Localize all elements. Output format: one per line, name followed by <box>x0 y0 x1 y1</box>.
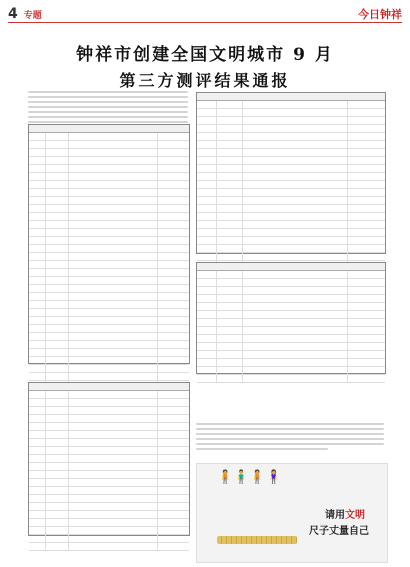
table-caption <box>29 125 189 133</box>
table-row <box>197 221 385 229</box>
table-row <box>29 333 189 341</box>
table-row <box>29 463 189 471</box>
table-row <box>197 335 385 343</box>
table-row <box>197 311 385 319</box>
table-row <box>29 471 189 479</box>
table-row <box>29 269 189 277</box>
table-row <box>29 455 189 463</box>
table-row <box>29 357 189 365</box>
table-row <box>197 165 385 173</box>
table-row <box>29 535 189 543</box>
masthead-logo: 今日钟祥 <box>358 8 402 21</box>
table-row <box>29 237 189 245</box>
table-row <box>29 309 189 317</box>
table-row <box>197 117 385 125</box>
table-row <box>29 349 189 357</box>
table-row <box>197 327 385 335</box>
table-row <box>29 503 189 511</box>
table-row <box>197 237 385 245</box>
table-row <box>29 479 189 487</box>
table-row <box>197 173 385 181</box>
table-row <box>29 261 189 269</box>
table-row <box>29 133 189 141</box>
table-row <box>29 447 189 455</box>
table-row <box>197 279 385 287</box>
table-row <box>197 213 385 221</box>
table-row <box>197 271 385 279</box>
ad-slogan-line1 <box>325 506 365 521</box>
table-row <box>29 365 189 373</box>
ad-slogan-line2: 尺子丈量自己 <box>309 526 369 537</box>
table-row <box>29 415 189 423</box>
table-row <box>29 141 189 149</box>
ad-slogan-prefix: 请用 <box>325 510 345 521</box>
ad-slogan-accent: 文明 <box>345 510 365 521</box>
table-caption <box>197 93 385 101</box>
table-row <box>29 487 189 495</box>
table-row <box>29 205 189 213</box>
table-row <box>29 373 189 381</box>
table-row <box>197 205 385 213</box>
table-row <box>29 189 189 197</box>
table-row <box>197 189 385 197</box>
measuring-tape-icon <box>217 536 297 544</box>
section-label: 专题 <box>23 10 42 21</box>
civility-advertisement <box>196 463 388 563</box>
table-row <box>197 101 385 109</box>
table-row <box>197 319 385 327</box>
table-row <box>29 149 189 157</box>
page-header <box>8 6 402 23</box>
table-row <box>29 399 189 407</box>
table-row <box>197 359 385 367</box>
table-caption <box>197 263 385 271</box>
table-row <box>29 245 189 253</box>
table-row <box>197 109 385 117</box>
table-row <box>29 301 189 309</box>
table-row <box>197 343 385 351</box>
table-row <box>29 173 189 181</box>
table-row <box>29 495 189 503</box>
table-row <box>197 351 385 359</box>
table-row <box>29 229 189 237</box>
table-row <box>29 181 189 189</box>
table-row <box>29 527 189 535</box>
table-row <box>29 519 189 527</box>
table-row <box>197 197 385 205</box>
table-row <box>29 213 189 221</box>
table-row <box>29 341 189 349</box>
table-row <box>197 141 385 149</box>
table-row <box>29 221 189 229</box>
ranking-table-2 <box>28 382 190 536</box>
table-row <box>29 253 189 261</box>
table-row <box>197 229 385 237</box>
table-row <box>29 285 189 293</box>
table-row <box>197 375 385 383</box>
table-row <box>29 165 189 173</box>
table-row <box>197 287 385 295</box>
table-row <box>29 511 189 519</box>
table-row <box>197 253 385 261</box>
table-row <box>29 293 189 301</box>
table-row <box>29 423 189 431</box>
headline <box>0 40 410 91</box>
table-row <box>29 391 189 399</box>
ranking-table-4 <box>196 262 386 374</box>
table-row <box>29 197 189 205</box>
table-caption <box>29 383 189 391</box>
ad-figures-illustration: 🧍🧍‍♂️🧍🧍‍♀️ <box>217 470 282 485</box>
table-row <box>197 295 385 303</box>
table-row <box>197 181 385 189</box>
page-number: 4 <box>8 6 18 22</box>
ranking-table-1 <box>28 124 190 364</box>
closing-paragraph <box>196 420 384 453</box>
table-row <box>197 149 385 157</box>
table-row <box>29 317 189 325</box>
headline-line2: 第三方测评结果通报 <box>119 71 291 90</box>
table-row <box>197 125 385 133</box>
table-row <box>29 277 189 285</box>
table-row <box>29 431 189 439</box>
table-row <box>197 245 385 253</box>
table-row <box>197 367 385 375</box>
table-row <box>29 157 189 165</box>
table-row <box>29 439 189 447</box>
table-row <box>197 157 385 165</box>
table-row <box>29 325 189 333</box>
table-row <box>29 543 189 551</box>
ranking-table-3 <box>196 92 386 254</box>
headline-line1: 钟祥市创建全国文明城市 9 月 <box>76 45 334 65</box>
table-row <box>197 303 385 311</box>
table-row <box>29 407 189 415</box>
table-row <box>197 133 385 141</box>
